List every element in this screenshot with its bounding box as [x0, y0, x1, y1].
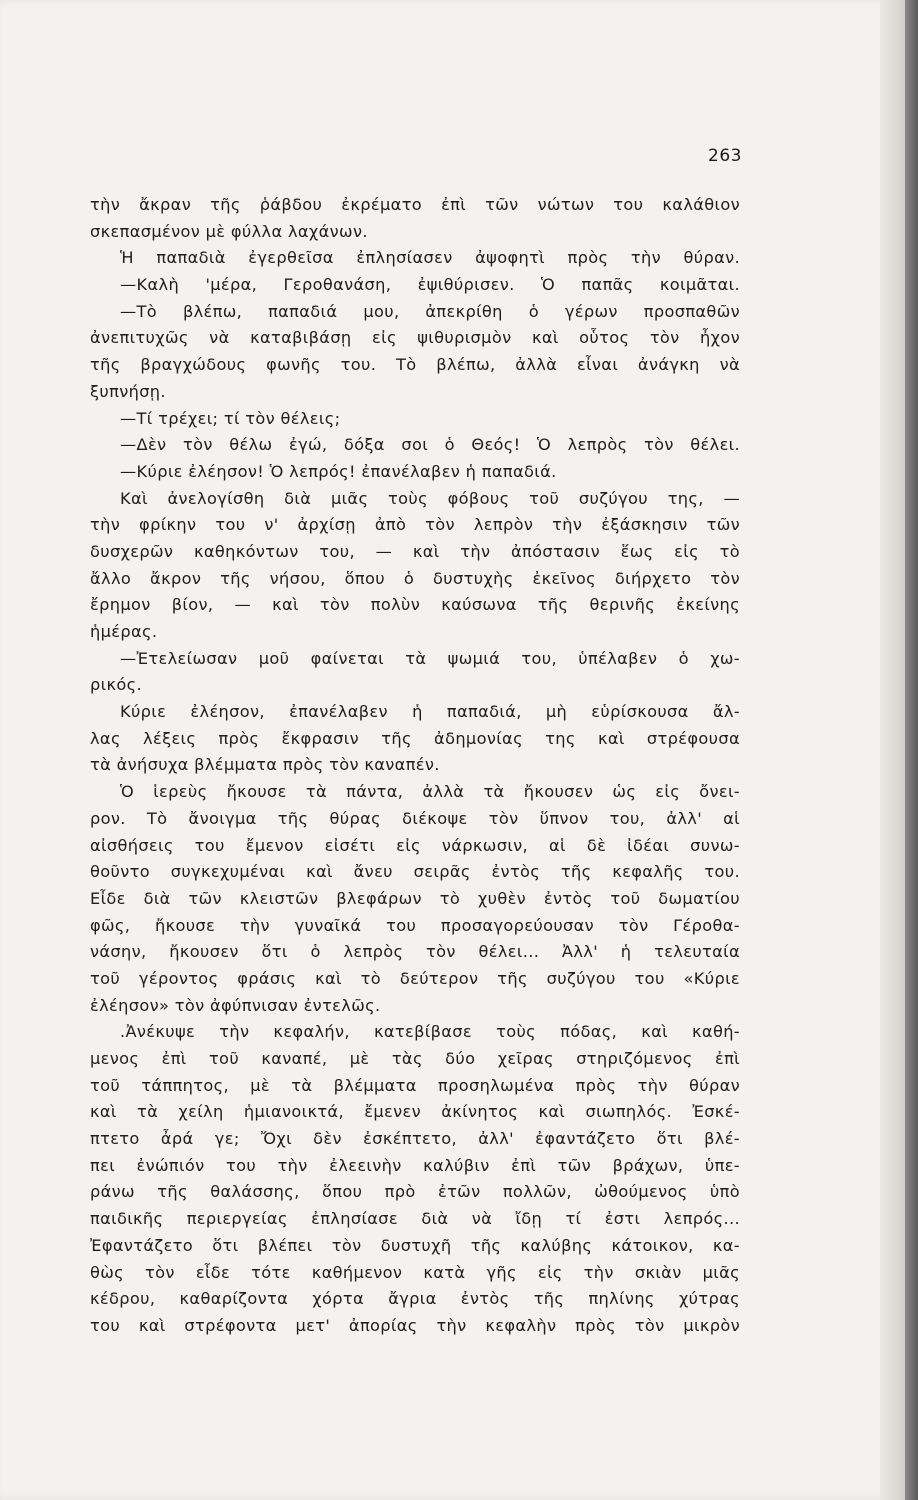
text-line: Καὶ ἀνελογίσθη διὰ μιᾶς τοὺς φόβους τοῦ συζύγου της, — — [120, 488, 740, 508]
text-line: τοῦ τάππητος, μὲ τὰ βλέμματα προσηλωμένα πρὸς τὴν θύραν — [90, 1075, 740, 1095]
text-line: —Δὲν τὸν θέλω ἐγώ, δόξα σοι ὁ Θεός! Ὁ λεπρὸς τὸν θέλει. — [120, 435, 740, 455]
text-line: ἡμέρας. — [90, 622, 158, 641]
page-number: 263 — [708, 146, 742, 166]
page-edge — [880, 0, 905, 1500]
text-line: λας λέξεις πρὸς ἔκφρασιν τῆς ἀδημονίας της καὶ στρέφουσα — [90, 728, 740, 748]
text-line: τὴν ἄκραν τῆς ῥάβδου ἐκρέματο ἐπὶ τῶν νώτων του καλάθιον — [90, 195, 740, 214]
text-line: Ἡ παπαδιὰ ἐγερθεῖσα ἐπλησίασεν ἀψοφητὶ πρὸς τὴν θύραν. — [120, 248, 740, 268]
text-line: —Ἐτελείωσαν μοῦ φαίνεται τὰ ψωμιά του, ὑπέλαβεν ὁ χω- — [120, 648, 740, 668]
text-line: μενος ἐπὶ τοῦ καναπέ, μὲ τὰς δύο χεῖρας στηριζόμενος ἐπὶ — [90, 1049, 740, 1068]
text-line: ἔρημον βίον, — καὶ τὸν πολὺν καύσωνα τῆς θερινῆς ἐκείνης — [90, 595, 740, 615]
text-line: ἐλέησον» τὸν ἀφύπνισαν ἐντελῶς. — [90, 995, 381, 1015]
text-line: Ὁ ἱερεὺς ἤκουσε τὰ πάντα, ἀλλὰ τὰ ἤκουσεν ὡς εἰς ὄνει- — [120, 782, 740, 802]
text-line: κέδρου, καθαρίζοντα χόρτα ἄγρια ἐντὸς τῆς πηλίνης χύτρας — [90, 1289, 740, 1309]
text-line: καὶ τὰ χείλη ἡμιανοικτά, ἔμενεν ἀκίνητος καὶ σιωπηλός. Ἐσκέ- — [90, 1102, 740, 1122]
text-line: Κύριε ἐλέησον, ἐπανέλαβεν ἡ παπαδιά, μὴ εὑρίσκουσα ἄλ- — [120, 702, 740, 722]
text-line: ράνω τῆς θαλάσσης, ὅπου πρὸ ἐτῶν πολλῶν, ὠθούμενος ὑπὸ — [90, 1182, 740, 1202]
text-line: ἄλλο ἄκρον τῆς νήσου, ὅπου ὁ δυστυχὴς ἐκεῖνος διήρχετο τὸν — [90, 568, 740, 588]
text-line: θὼς τὸν εἶδε τότε καθήμενον κατὰ γῆς εἰς τὴν σκιὰν μιᾶς — [90, 1262, 740, 1282]
text-line: —Τί τρέχει; τί τὸν θέλεις; — [120, 408, 341, 428]
text-line: ρικός. — [90, 675, 142, 695]
text-line: σκεπασμένον μὲ φύλλα λαχάνων. — [90, 221, 368, 241]
text-line: πτετο ἆρά γε; Ὄχι δὲν ἐσκέπτετο, ἀλλ' ἐφαντάζετο ὅτι βλέ- — [90, 1129, 740, 1149]
text-line: ξυπνήσῃ. — [90, 381, 166, 401]
text-line: —Κύριε ἐλέησον! Ὁ λεπρός! ἐπανέλαβεν ἡ παπαδιά. — [120, 461, 557, 481]
text-line: .Ἀνέκυψε τὴν κεφαλήν, κατεβίβασε τοὺς πόδας, καὶ καθή- — [120, 1022, 740, 1042]
text-line: Εἶδε διὰ τῶν κλειστῶν βλεφάρων τὸ χυθὲν ἐντὸς τοῦ δωματίου — [90, 888, 740, 908]
text-line: Ἐφαντάζετο ὅτι βλέπει τὸν δυστυχῆ τῆς καλύβης κάτοικον, κα- — [90, 1235, 740, 1255]
text-line: —Τὸ βλέπω, παπαδιά μου, ἀπεκρίθη ὁ γέρων προσπαθῶν — [120, 301, 740, 321]
text-line: νάσην, ἤκουσεν ὅτι ὁ λεπρὸς τὸν θέλει... Ἀλλ' ἡ τελευταία — [90, 942, 740, 962]
text-line: τῆς βραγχώδους φωνῆς του. Τὸ βλέπω, ἀλλὰ εἶναι ἀνάγκη νὰ — [90, 355, 740, 375]
text-line: τοῦ γέροντος φράσις καὶ τὸ δεύτερον τῆς συζύγου του «Κύριε — [90, 968, 740, 988]
text-line: τὰ ἀνήσυχα βλέμματα πρὸς τὸν καναπέν. — [90, 755, 440, 775]
text-line: —Καλὴ 'μέρα, Γεροθανάση, ἐψιθύρισεν. Ὁ παπᾶς κοιμᾶται. — [120, 275, 740, 295]
text-line: του καὶ στρέφοντα μετ' ἀπορίας τὴν κεφαλὴν πρὸς τὸν μικρὸν — [90, 1315, 740, 1335]
body-text — [90, 192, 740, 1340]
text-line: ρον. Τὸ ἄνοιγμα τῆς θύρας διέκοψε τὸν ὕπνον του, ἀλλ' αἱ — [90, 808, 740, 828]
scan-border — [905, 0, 918, 1500]
text-line: τὴν φρίκην του ν' ἀρχίσῃ ἀπὸ τὸν λεπρὸν τὴν ἐξάσκησιν τῶν — [90, 515, 740, 535]
text-line: φῶς, ἤκουσε τὴν γυναῖκά του προσαγορεύουσαν τὸν Γέροθα- — [90, 915, 740, 935]
text-line: θοῦντο συγκεχυμέναι καὶ ἄνευ σειρᾶς ἐντὸς τῆς κεφαλῆς του. — [90, 862, 740, 882]
text-line: αἰσθήσεις του ἔμενον εἰσέτι εἰς νάρκωσιν, αἱ δὲ ἰδέαι συνω- — [90, 835, 740, 855]
text-line: δυσχερῶν καθηκόντων του, — καὶ τὴν ἀπόστασιν ἕως εἰς τὸ — [90, 541, 740, 561]
text-line: ἀνεπιτυχῶς νὰ καταβιβάσῃ εἰς ψιθυρισμὸν καὶ οὗτος τὸν ἦχον — [90, 328, 740, 348]
text-line: πει ἐνώπιόν του τὴν ἐλεεινὴν καλύβιν ἐπὶ τῶν βράχων, ὑπε- — [90, 1155, 740, 1175]
text-line: παιδικῆς περιεργείας ἐπλησίασε διὰ νὰ ἴδῃ τί ἐστι λεπρός... — [90, 1209, 740, 1229]
